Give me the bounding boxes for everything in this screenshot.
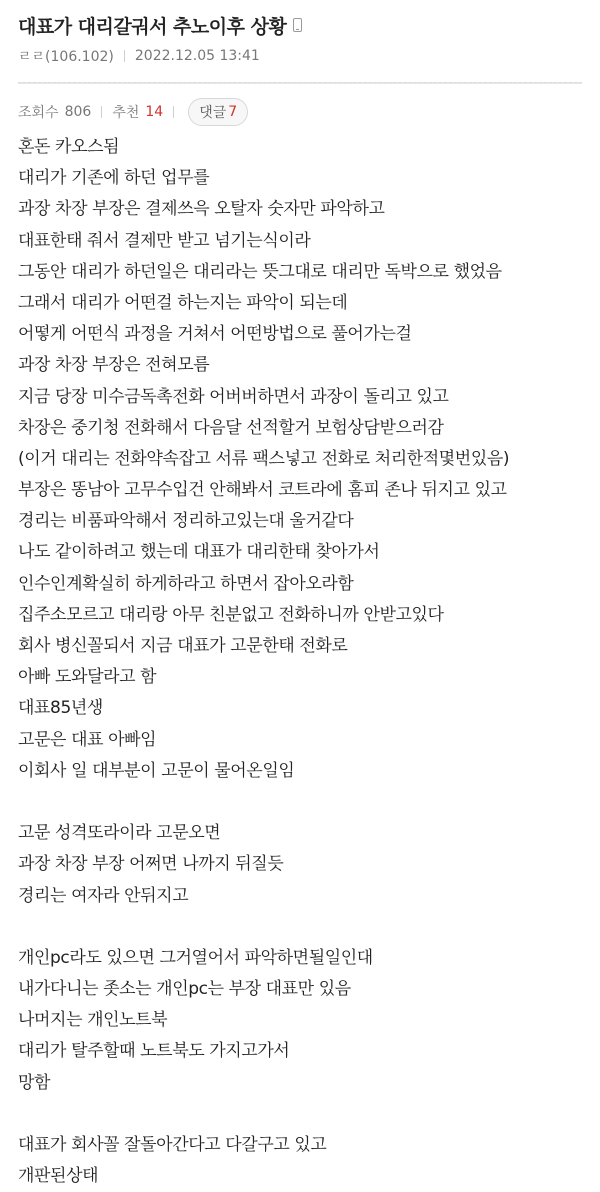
post-line: 지금 당장 미수금독촉전화 어버버하면서 과장이 돌리고 있고: [18, 386, 449, 407]
author-name[interactable]: ㄹㄹ(106.102): [18, 49, 114, 65]
post-line: 대리가 기존에 하던 업무를: [18, 168, 210, 189]
post-line: 차장은 중기청 전화해서 다음달 선적할거 보험상담받으러감: [18, 417, 444, 438]
comments-button[interactable]: [188, 98, 248, 126]
post-line: 그래서 대리가 어떤걸 하는지는 파악이 되는데: [18, 292, 348, 313]
recommend-label: 추천: [112, 105, 140, 121]
post-date: 2022.12.05 13:41: [134, 48, 260, 64]
post-line: 이회사 일 대부분이 고문이 물어온일임: [18, 760, 295, 781]
post-line: 그동안 대리가 하던일은 대리라는 뜻그대로 대리만 독박으로 했었음: [18, 261, 502, 282]
views-count: 806: [64, 104, 92, 120]
post-stats: [0, 92, 600, 132]
comments-label: 댓글: [199, 105, 227, 121]
post-line: 내가다니는 좃소는 개인pc는 부장 대표만 있음: [18, 979, 351, 1000]
post-line: 고문은 대표 아빠임: [18, 729, 157, 750]
post-line: 대표85년생: [18, 698, 103, 719]
post-body: [0, 132, 600, 1192]
post-header: [0, 0, 600, 92]
post-line: 고문 성격또라이라 고문오면: [18, 823, 221, 844]
header-divider: [18, 82, 582, 84]
post-title: 대표가 대리갈궈서 추노이후 상황: [18, 15, 287, 38]
post-line: 어떻게 어떤식 과정을 거쳐서 어떤방법으로 풀어가는걸: [18, 324, 412, 345]
post-line: 나도 같이하려고 했는데 대표가 대리한태 찾아가서: [18, 542, 380, 563]
post-line: 대리가 탈주할때 노트북도 가지고가서: [18, 1041, 290, 1062]
post-line: 망함: [18, 1072, 51, 1093]
post-line: 회사 병신꼴되서 지금 대표가 고문한태 전화로: [18, 636, 348, 656]
post-line: 혼돈 카오스됨: [18, 137, 120, 157]
post-line: 과장 차장 부장은 결제쓰윽 오탈자 숫자만 파악하고: [18, 199, 385, 220]
views-label: 조회수: [18, 105, 59, 121]
post-line: 대표가 회사꼴 잘돌아간다고 다갈구고 있고: [18, 1135, 327, 1155]
post-line: 개판된상태: [18, 1166, 99, 1187]
post-line: 나머지는 개인노트북: [18, 1010, 168, 1031]
post-line: 과장 차장 부장 어쩌면 나까지 뒤질듯: [18, 854, 284, 875]
post-line: 집주소모르고 대리랑 아무 친분없고 전화하니까 안받고있다: [18, 604, 444, 625]
post-line: 개인pc라도 있으면 그거열어서 파악하면될일인대: [18, 947, 373, 968]
title-row: [18, 8, 582, 42]
comments-count: 7: [228, 104, 238, 120]
post-line: (이거 대리는 전화약속잡고 서류 팩스넣고 전화로 처리한적몇번있음): [18, 448, 510, 469]
mobile-phone-icon: [293, 18, 302, 32]
post-line: 경리는 비품파악해서 정리하고있는대 울거같다: [18, 511, 354, 532]
blank-line: [18, 787, 582, 818]
post-meta: [18, 46, 582, 66]
recommend-count: 14: [145, 104, 164, 120]
post-line: 경리는 여자라 안뒤지고: [18, 885, 189, 906]
stats-separator: [101, 106, 102, 118]
post-line: 아빠 도와달라고 함: [18, 667, 157, 688]
blank-line: [18, 912, 582, 943]
views-stat: [18, 102, 91, 122]
post-line: 인수인계확실히 하게하라고 하면서 잡아오라함: [18, 573, 354, 594]
blank-line: [18, 1099, 582, 1130]
meta-separator: [124, 50, 125, 62]
post-line: 과장 차장 부장은 전혀모름: [18, 355, 210, 376]
recommend-stat: [112, 102, 163, 122]
post-line: 대표한태 줘서 결제만 받고 넘기는식이라: [18, 230, 311, 251]
post-line: 부장은 똥남아 고무수입건 안해봐서 코트라에 홈피 존나 뒤지고 있고: [18, 480, 507, 501]
stats-separator: [173, 106, 174, 118]
